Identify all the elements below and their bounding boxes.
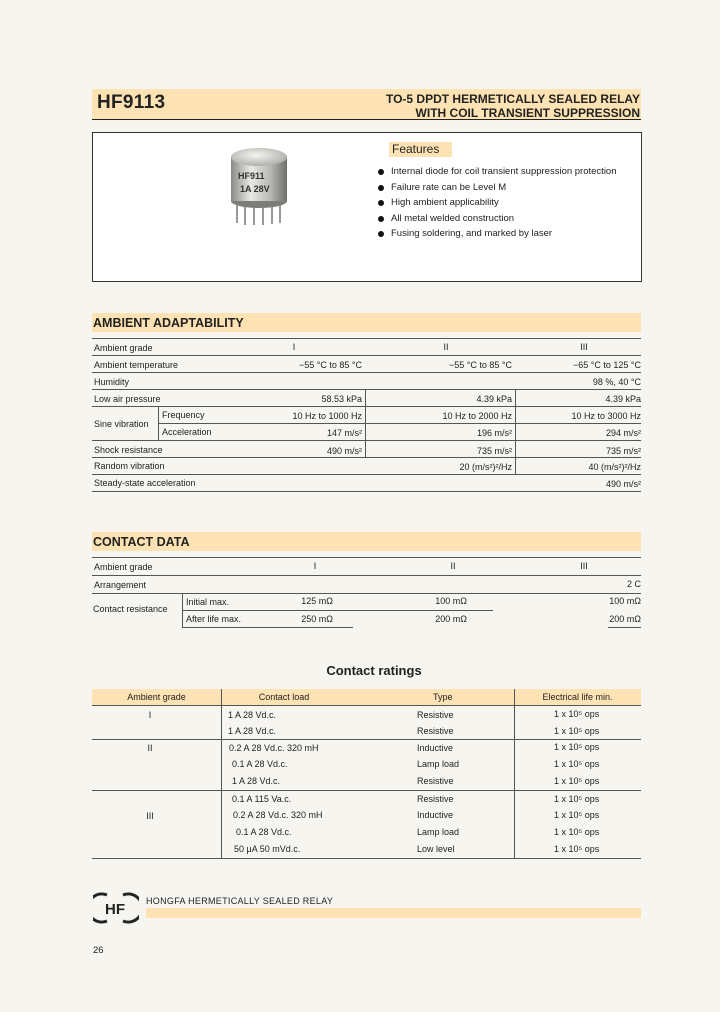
type-cell: Low level: [417, 844, 455, 854]
svg-text:1A 28V: 1A 28V: [240, 184, 270, 194]
cell: 58.53 kPa: [321, 394, 362, 404]
cell: I: [313, 561, 317, 571]
cell: 98 %, 40 °C: [592, 377, 641, 387]
type-cell: Inductive: [417, 743, 454, 753]
life-cell: 1 x 10⁵ ops: [554, 742, 600, 752]
cell: 490 m/s²: [605, 479, 641, 489]
feature-item: All metal welded construction: [377, 211, 617, 227]
life-cell: 1 x 10⁵ ops: [554, 709, 600, 719]
table-rule: [182, 610, 493, 611]
cell: 100 mΩ: [435, 596, 467, 606]
cell: 200 mΩ: [609, 614, 641, 624]
table-rule: [92, 440, 641, 441]
table-rule: [92, 557, 641, 558]
cell: 125 mΩ: [301, 596, 333, 606]
row-label: Contact resistance: [93, 604, 168, 614]
cell: 4.39 kPa: [476, 394, 512, 404]
table-rule: [365, 389, 366, 457]
feature-item: Internal diode for coil transient suppression protection: [377, 164, 617, 180]
load-cell: 1 A 28 Vd.c.: [228, 726, 277, 736]
features-list: [377, 164, 617, 242]
table-rule: [182, 627, 353, 628]
cell: 735 m/s²: [476, 446, 512, 456]
load-cell: 0.2 A 28 Vd.c. 320 mH: [233, 810, 323, 820]
load-cell: 50 μA 50 mVd.c.: [234, 844, 301, 854]
cell: 294 m/s²: [605, 428, 641, 438]
table-rule: [608, 627, 641, 628]
row-label: Ambient grade: [94, 562, 153, 572]
table-rule: [92, 739, 641, 740]
cell: 2 C: [626, 579, 641, 589]
cell: 10 Hz to 3000 Hz: [571, 411, 641, 421]
load-cell: 0.1 A 28 Vd.c.: [236, 827, 292, 837]
table-rule: [92, 491, 641, 492]
cell: 20 (m/s²)²/Hz: [459, 462, 512, 472]
table-rule: [92, 355, 641, 356]
cell: 147 m/s²: [326, 428, 362, 438]
cell: III: [580, 342, 588, 352]
type-cell: Resistive: [417, 726, 454, 736]
load-cell: 0.1 A 115 Va.c.: [232, 794, 292, 804]
cell: 490 m/s²: [326, 446, 362, 456]
table-rule: [221, 689, 222, 858]
cell: 735 m/s²: [605, 446, 641, 456]
life-cell: 1 x 10⁵ ops: [554, 726, 600, 736]
grade-label: II: [147, 743, 153, 753]
life-cell: 1 x 10⁵ ops: [554, 794, 600, 804]
table-rule: [92, 790, 641, 791]
table-rule: [158, 423, 641, 424]
feature-item: Failure rate can be Level M: [377, 180, 617, 196]
load-cell: 1 A 28 Vd.c.: [232, 776, 281, 786]
subtitle-line-2: WITH COIL TRANSIENT SUPPRESSION: [415, 106, 640, 120]
column-header: Ambient grade: [127, 692, 186, 702]
table-rule: [92, 372, 641, 373]
life-cell: 1 x 10⁵ ops: [554, 759, 600, 769]
footer-bar: [146, 908, 641, 918]
cell: 196 m/s²: [476, 428, 512, 438]
column-header: Type: [433, 692, 453, 702]
ratings-title: Contact ratings: [326, 663, 422, 678]
cell: −55 °C to 85 °C: [449, 360, 512, 370]
hongfa-logo: [93, 892, 139, 924]
cell: 4.39 kPa: [605, 394, 641, 404]
ambient-section-title: AMBIENT ADAPTABILITY: [93, 316, 244, 330]
subtitle-line-1: TO-5 DPDT HERMETICALLY SEALED RELAY: [385, 92, 640, 106]
sub-label: Frequency: [162, 410, 205, 420]
row-label: Sine vibration: [94, 419, 149, 429]
table-rule: [514, 689, 515, 858]
row-label: Ambient grade: [94, 343, 153, 353]
svg-text:HF911: HF911: [238, 171, 265, 181]
row-label: Steady-state acceleration: [94, 478, 196, 488]
type-cell: Resistive: [417, 776, 454, 786]
row-label: Ambient temperature: [94, 360, 179, 370]
table-rule: [158, 406, 159, 440]
cell: 40 (m/s²)²/Hz: [588, 462, 641, 472]
type-cell: Lamp load: [417, 827, 460, 837]
table-rule: [92, 389, 641, 390]
page-number: 26: [93, 945, 104, 956]
row-label: Random vibration: [94, 461, 165, 471]
footer-text: HONGFA HERMETICALLY SEALED RELAY: [146, 896, 334, 906]
cell: −65 °C to 125 °C: [573, 360, 641, 370]
sub-label: After life max.: [186, 614, 242, 624]
life-cell: 1 x 10⁵ ops: [554, 844, 600, 854]
table-rule: [92, 705, 641, 706]
type-cell: Resistive: [417, 710, 454, 720]
row-label: Arrangement: [94, 580, 147, 590]
life-cell: 1 x 10⁵ ops: [554, 776, 600, 786]
cell: −55 °C to 85 °C: [299, 360, 362, 370]
cell: 100 mΩ: [609, 596, 641, 606]
type-cell: Lamp load: [417, 759, 460, 769]
sub-label: Initial max.: [186, 597, 230, 607]
table-rule: [92, 406, 641, 407]
relay-photo: [226, 143, 292, 225]
model-number: HF9113: [97, 92, 166, 113]
table-rule: [182, 593, 183, 627]
cell: 10 Hz to 2000 Hz: [442, 411, 512, 421]
row-label: Humidity: [94, 377, 130, 387]
feature-item: Fusing soldering, and marked by laser: [377, 226, 617, 242]
type-cell: Resistive: [417, 794, 454, 804]
table-rule: [92, 858, 641, 859]
cell: III: [580, 561, 588, 571]
table-rule: [92, 593, 641, 594]
column-header: Contact load: [258, 692, 310, 702]
life-cell: 1 x 10⁵ ops: [554, 810, 600, 820]
grade-label: III: [146, 811, 154, 821]
sub-label: Acceleration: [162, 427, 212, 437]
row-label: Low air pressure: [94, 394, 161, 404]
load-cell: 1 A 28 Vd.c.: [228, 710, 277, 720]
contact-section-title: CONTACT DATA: [93, 535, 190, 549]
cell: 10 Hz to 1000 Hz: [292, 411, 362, 421]
column-header: Electrical life min.: [542, 692, 613, 702]
cell: I: [292, 342, 296, 352]
grade-label: I: [148, 710, 152, 720]
row-label: Shock resistance: [94, 445, 163, 455]
table-rule: [92, 457, 641, 458]
type-cell: Inductive: [417, 810, 454, 820]
life-cell: 1 x 10⁵ ops: [554, 827, 600, 837]
cell: 250 mΩ: [301, 614, 333, 624]
table-rule: [92, 338, 641, 339]
cell: 200 mΩ: [435, 614, 467, 624]
features-title: Features: [389, 142, 452, 157]
table-rule: [515, 389, 516, 474]
feature-item: High ambient applicability: [377, 195, 617, 211]
table-rule: [92, 474, 641, 475]
cell: II: [443, 342, 449, 352]
load-cell: 0.1 A 28 Vd.c.: [232, 759, 288, 769]
product-subtitle: [386, 92, 640, 120]
load-cell: 0.2 A 28 Vd.c. 320 mH: [229, 743, 319, 753]
logo-text: HF: [105, 901, 125, 918]
cell: II: [450, 561, 456, 571]
table-rule: [92, 575, 641, 576]
